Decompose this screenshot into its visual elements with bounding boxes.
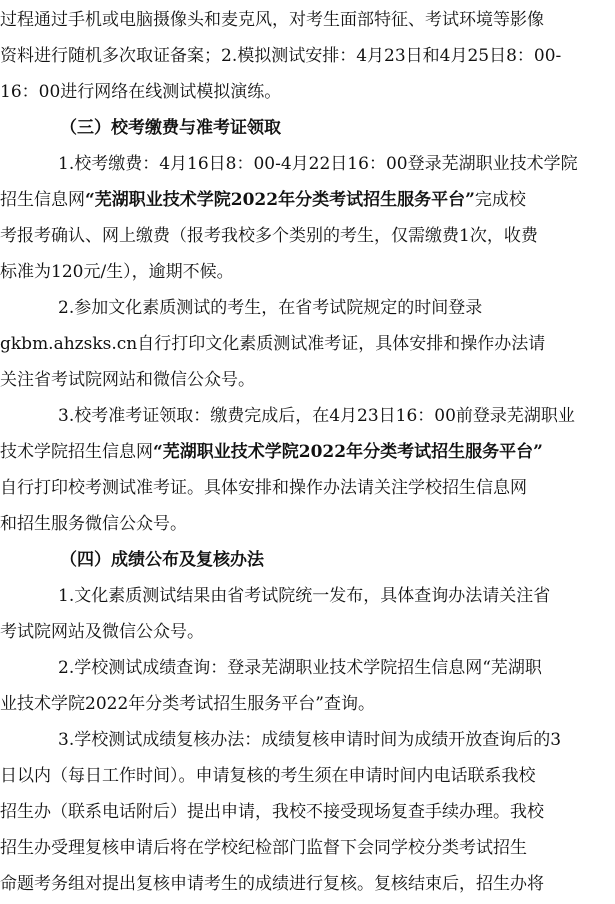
text-line: 考报考确认、网上缴费（报考我校多个类别的考生，仅需缴费1次，收费 [0, 226, 538, 246]
text-line [0, 440, 615, 464]
text-line: 命题考务组对提出复核申请考生的成绩进行复核。复核结束后，招生办将 [0, 874, 544, 894]
text-line: 1.文化素质测试结果由省考试院统一发布，具体查询办法请关注省 [58, 586, 551, 606]
text-line: 1.校考缴费：4月16日8：00-4月22日16：00登录芜湖职业技术学院 [58, 154, 578, 174]
section-heading: （四）成绩公布及复核办法 [60, 550, 264, 570]
text-line: 关注省考试院网站和微信公众号。 [0, 370, 255, 390]
text-line: 过程通过手机或电脑摄像头和麦克风，对考生面部特征、考试环境等影像 [0, 10, 544, 30]
text-line: 自行打印校考测试准考证。具体安排和操作办法请关注学校招生信息网 [0, 478, 527, 498]
text-line: 16：00进行网络在线测试模拟演练。 [0, 82, 282, 102]
text-line: 招生办（联系电话附后）提出申请，我校不接受现场复查手续办理。我校 [0, 802, 544, 822]
text-line: 3.校考准考证领取：缴费完成后，在4月23日16：00前登录芜湖职业 [58, 406, 575, 426]
section-heading: （三）校考缴费与准考证领取 [60, 118, 281, 138]
text-line: gkbm.ahzsks.cn自行打印文化素质测试准考证，具体安排和操作办法请 [0, 334, 546, 354]
line-segment: 技术学院招生信息网 [0, 442, 153, 462]
text-line: 3.学校测试成绩复核办法：成绩复核申请时间为成绩开放查询后的3 [58, 730, 562, 750]
platform-name: “芜湖职业技术学院2022年分类考试招生服务平台” [85, 190, 475, 210]
line-segment: 招生信息网 [0, 190, 85, 210]
text-line: 2.学校测试成绩查询：登录芜湖职业技术学院招生信息网“芜湖职 [58, 658, 542, 678]
text-line: 资料进行随机多次取证备案；2.模拟测试安排：4月23日和4月25日8：00- [0, 46, 562, 66]
text-line: 业技术学院2022年分类考试招生服务平台”查询。 [0, 694, 375, 714]
text-line: 2.参加文化素质测试的考生，在省考试院规定的时间登录 [58, 298, 483, 318]
line-segment: 完成校 [474, 190, 526, 210]
text-line: 标准为120元/生），逾期不候。 [0, 262, 234, 282]
text-line: 招生办受理复核申请后将在学校纪检部门监督下会同学校分类考试招生 [0, 838, 527, 858]
text-line: 考试院网站及微信公众号。 [0, 622, 204, 642]
text-line [0, 188, 615, 212]
text-line: 日以内（每日工作时间）。申请复核的考生须在申请时间内电话联系我校 [0, 766, 536, 786]
platform-name: “芜湖职业技术学院2022年分类考试招生服务平台” [153, 442, 543, 462]
text-line: 和招生服务微信公众号。 [0, 514, 187, 534]
